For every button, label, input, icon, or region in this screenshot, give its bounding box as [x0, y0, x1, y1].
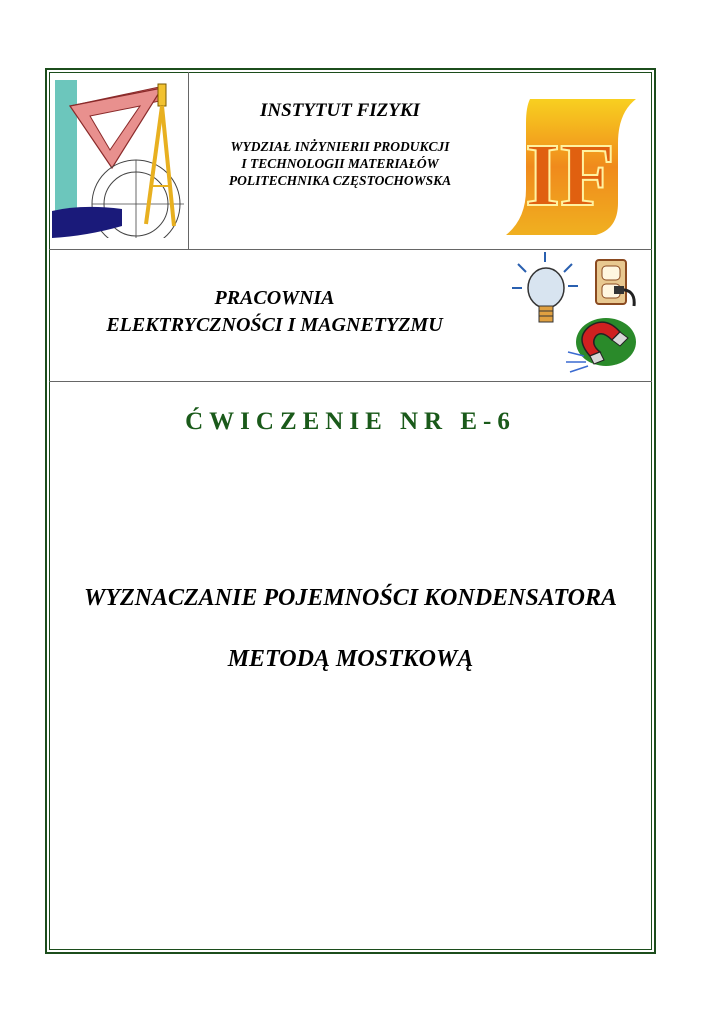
if-logo-icon	[500, 93, 640, 239]
lab-title-line2: ELEKTRYCZNOŚCI I MAGNETYZMU	[106, 314, 443, 336]
topic-title-line1: WYZNACZANIE POJEMNOŚCI KONDENSATORA	[83, 585, 617, 611]
horseshoe-magnet-icon	[560, 308, 640, 378]
university-name: POLITECHNIKA CZĘSTOCHOWSKA	[228, 173, 452, 188]
drafting-tools-icon	[52, 76, 186, 246]
lab-title	[52, 285, 497, 339]
topic-title-line2: METODĄ MOSTKOWĄ	[227, 646, 474, 672]
institute-header	[190, 100, 490, 189]
divider-lab	[49, 381, 652, 382]
exercise-number: ĆWICZENIE NR E-6	[185, 408, 516, 435]
lab-title-line1: PRACOWNIA	[214, 287, 335, 309]
institute-title: INSTYTUT FIZYKI	[260, 100, 420, 121]
department-line: I TECHNOLOGII MATERIAŁÓW	[241, 156, 439, 171]
department-line: WYDZIAŁ INŻYNIERII PRODUKCJI	[230, 139, 450, 154]
power-outlet-icon	[592, 256, 642, 312]
if-logo-text: IF	[525, 126, 615, 225]
divider-vertical	[188, 72, 189, 249]
